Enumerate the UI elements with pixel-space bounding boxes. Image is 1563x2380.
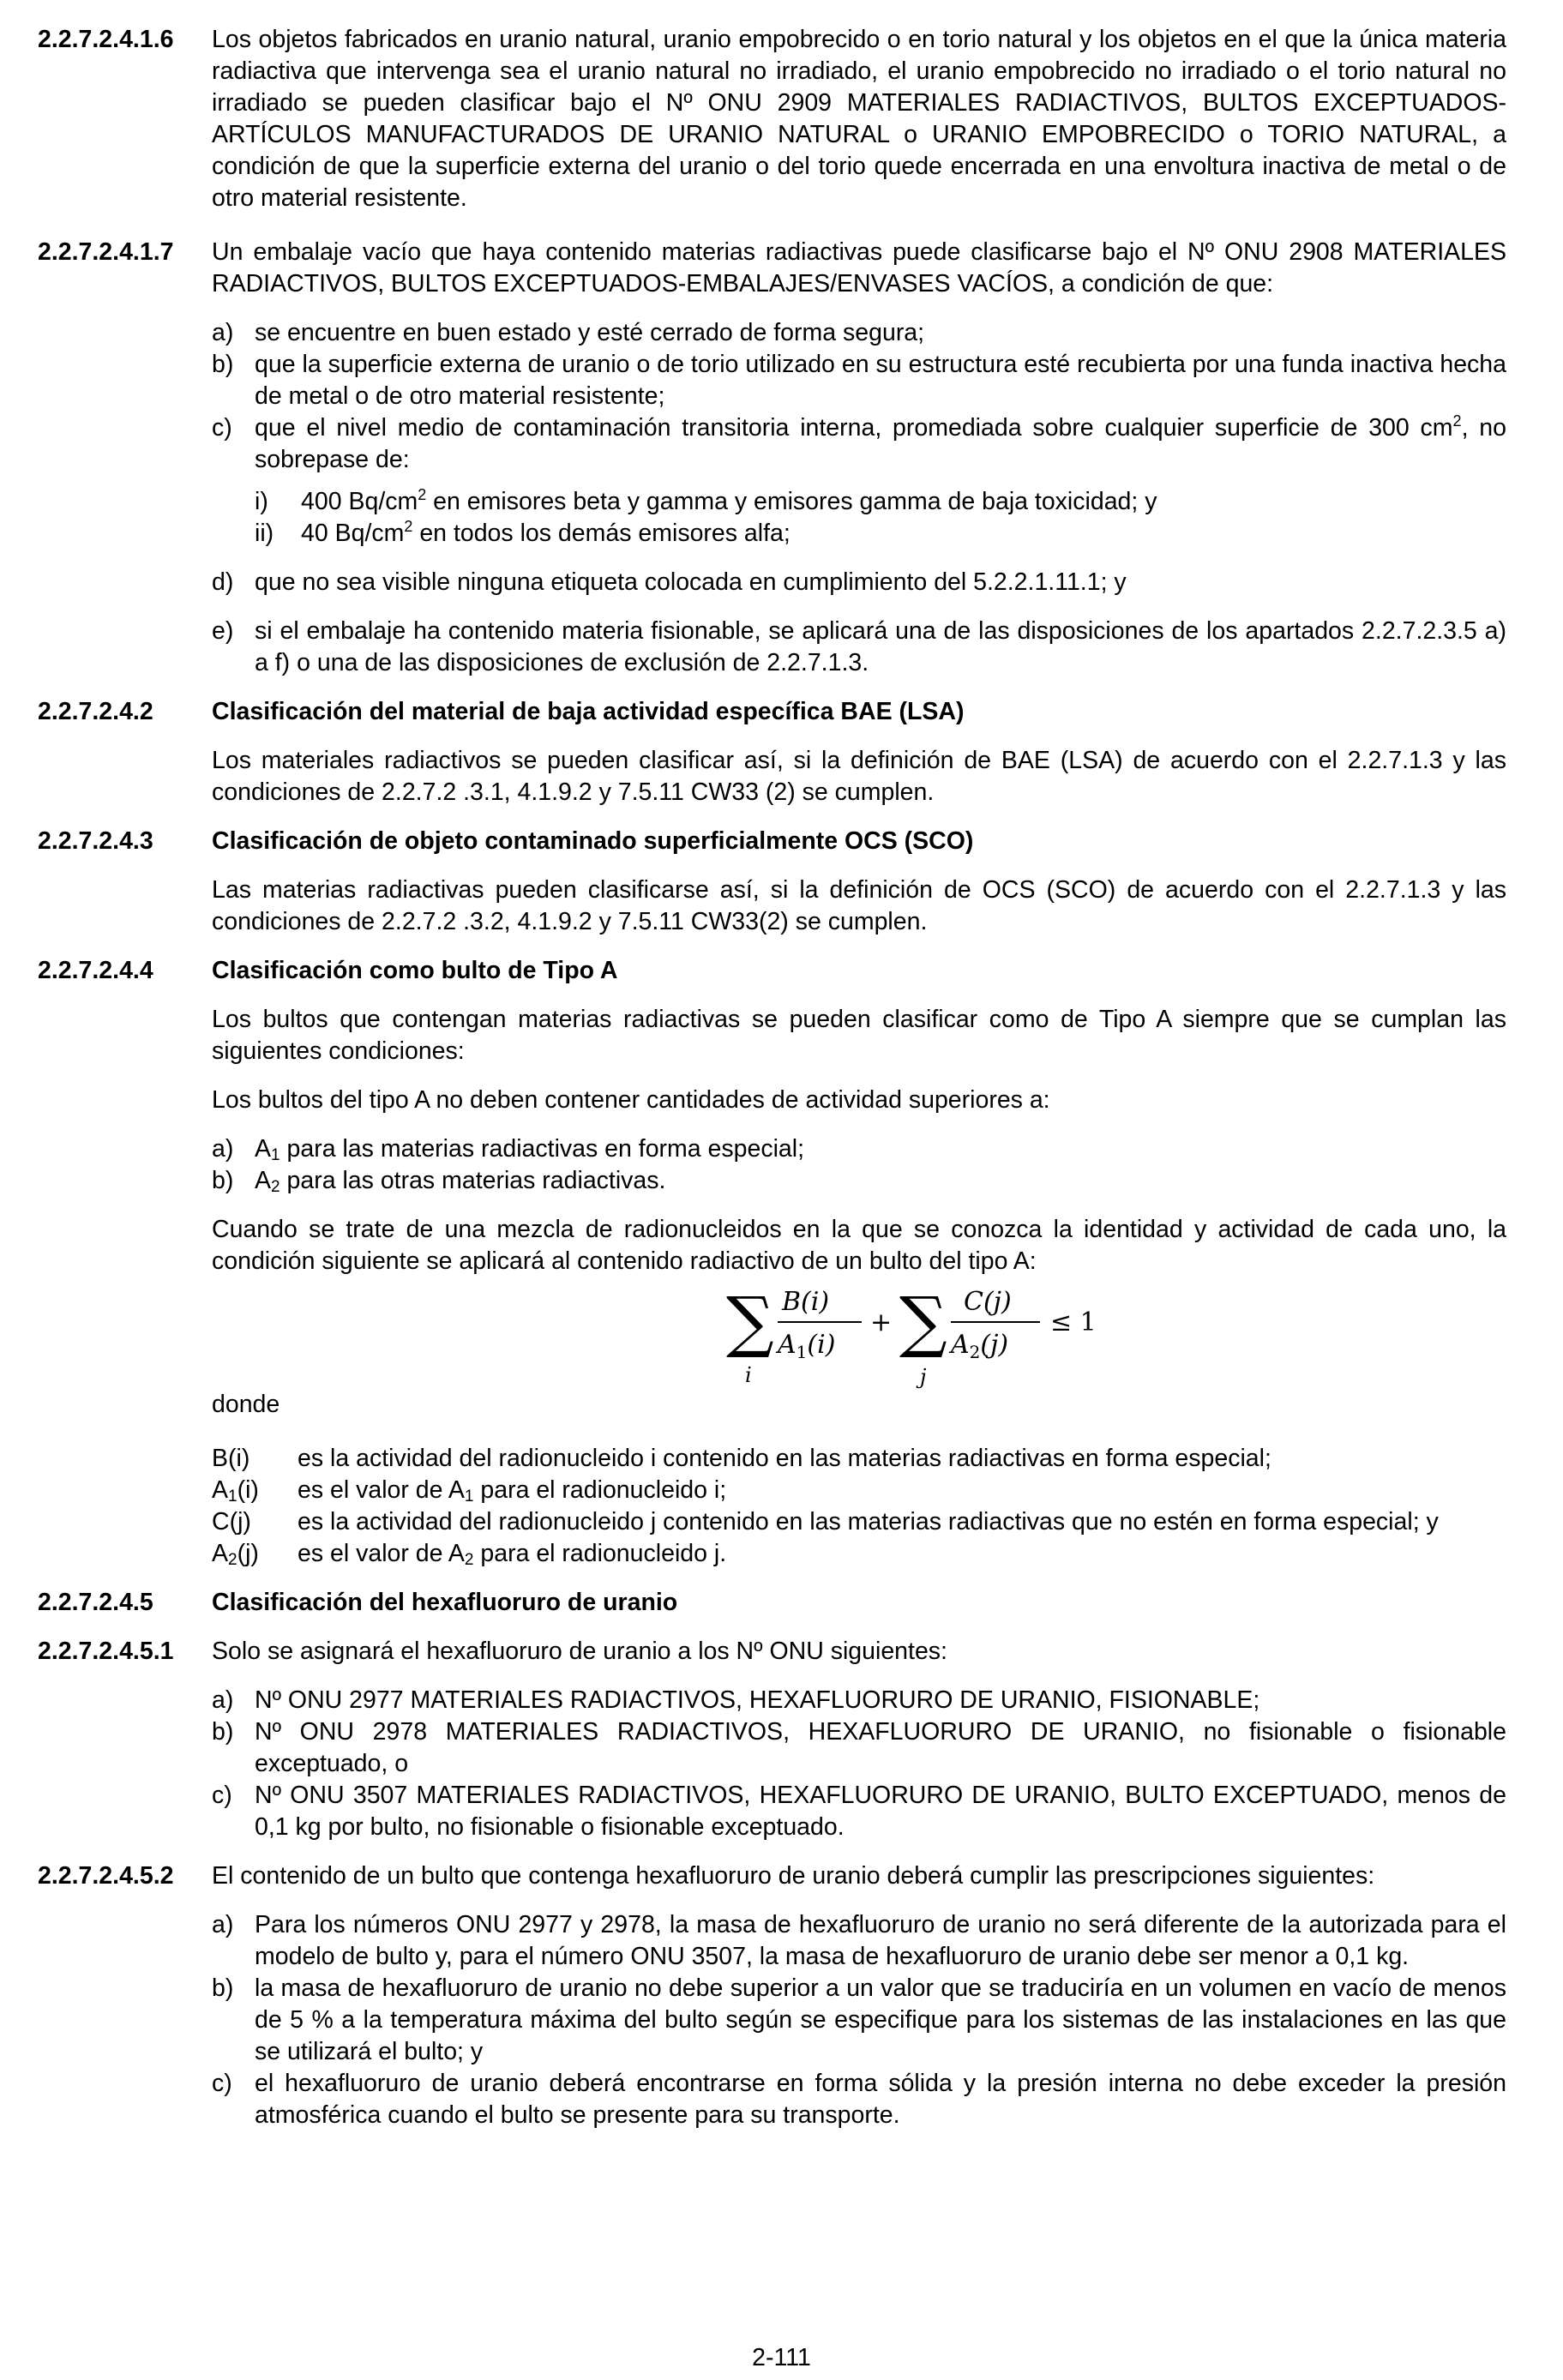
numerator: C(j) — [964, 1287, 1012, 1317]
list-marker: a) — [212, 1911, 234, 1938]
un-number-list — [212, 1685, 1506, 1843]
section-number: 2.2.7.2.4.1.7 — [38, 238, 174, 266]
section-2-2-7-2-4-1-7 — [38, 237, 1506, 300]
text-part: A — [255, 1167, 272, 1194]
list-item — [212, 1165, 1506, 1197]
text-part: A — [212, 1476, 229, 1504]
sum-index: j — [920, 1365, 927, 1389]
list-marker: a) — [212, 319, 234, 346]
list-item — [212, 1973, 1506, 2068]
paragraph: Los bultos que contengan materias radiactivas se pueden clasificar como de Tipo A siempre que se cumplan las siguientes condiciones: — [212, 1006, 1506, 1065]
definition-item — [212, 1443, 1506, 1475]
list-text: Nº ONU 2977 MATERIALES RADIACTIVOS, HEXAFLUORURO DE URANIO, FISIONABLE; — [255, 1686, 1260, 1714]
definition-term: C(j) — [212, 1508, 251, 1536]
subscript: 1 — [271, 1146, 280, 1164]
section-2-2-7-2-4-4 — [38, 955, 1506, 987]
text-part: para las otras materias radiactivas. — [280, 1167, 666, 1194]
requirement-list — [212, 1909, 1506, 2131]
denominator-subscript: 1 — [796, 1342, 808, 1362]
page-number: 2-111 — [752, 2344, 811, 2371]
denominator — [948, 1330, 1008, 1362]
condition-list — [212, 317, 1506, 679]
denominator-argument: (j) — [980, 1330, 1009, 1360]
paragraph: Los materiales radiactivos se pueden clasificar así, si la definición de BAE (LSA) de acuerdo con el 2.2.7.1.3 y las condiciones de 2.2.7.2 .3.1, 4.1.9.2 y 7.5.11 CW33 (2) se cumplen. — [212, 747, 1506, 806]
text-part: para el radionucleido i; — [473, 1476, 727, 1504]
sub-list — [255, 486, 1506, 550]
paragraph: El contenido de un bulto que contenga hexafluoruro de uranio deberá cumplir las prescripciones siguientes: — [212, 1862, 1375, 1890]
definition-text — [298, 1538, 1506, 1570]
definition-term — [212, 1538, 298, 1570]
definition-list — [212, 1443, 1506, 1570]
numerator: B(i) — [782, 1287, 830, 1317]
list-marker: a) — [212, 1135, 234, 1163]
list-text: la masa de hexafluoruro de uranio no debe superior a un valor que se traduciría en un volumen en vacío de menos de 5 % a la temperatura máxima del bulto según se especifique para los sistemas de las instalaciones en las que se utilizará el bulto; y — [255, 1974, 1506, 2065]
section-2-2-7-2-4-5-2 — [38, 1860, 1506, 1892]
list-item — [212, 349, 1506, 412]
list-text: Nº ONU 3507 MATERIALES RADIACTIVOS, HEXAFLUORURO DE URANIO, BULTO EXCEPTUADO, menos de 0,1 kg por bulto, no fisionable o fisionable exceptuado. — [255, 1782, 1506, 1841]
paragraph: Los bultos del tipo A no deben contener cantidades de actividad superiores a: — [212, 1086, 1050, 1114]
denominator-argument: (i) — [807, 1330, 836, 1360]
section-heading: Clasificación del hexafluoruro de uranio — [212, 1589, 678, 1616]
list-marker: b) — [212, 1167, 234, 1194]
text-part: que el nivel medio de contaminación transitoria interna, promediada sobre cualquier superficie de 300 cm — [255, 414, 1453, 442]
list-marker: d) — [212, 568, 234, 596]
list-text: si el embalaje ha contenido materia fisionable, se aplicará una de las disposiciones de los apartados 2.2.7.2.3.5 a) a f) o una de las disposiciones de exclusión de 2.2.7.1.3. — [255, 617, 1506, 676]
text-part: A — [212, 1540, 229, 1567]
superscript: 2 — [404, 518, 413, 535]
relation: ≤ 1 — [1050, 1307, 1097, 1337]
list-item — [255, 486, 1506, 518]
sum-symbol: ∑ — [899, 1283, 947, 1361]
list-item — [212, 1716, 1506, 1780]
list-text: el hexafluoruro de uranio deberá encontrarse en forma sólida y la presión interna no debe exceder la presión atmosférica cuando el bulto se presente para su transporte. — [255, 2070, 1506, 2129]
list-marker: i) — [255, 488, 268, 515]
text-part: para las materias radiactivas en forma especial; — [280, 1135, 805, 1163]
section-heading: Clasificación de objeto contaminado superficialmente OCS (SCO) — [212, 827, 974, 855]
list-marker: b) — [212, 1718, 234, 1746]
donde-label: donde — [212, 1391, 280, 1418]
denominator — [775, 1330, 835, 1362]
list-text: se encuentre en buen estado y esté cerrado de forma segura; — [255, 319, 925, 346]
section-number: 2.2.7.2.4.2 — [38, 698, 153, 725]
text-part: 400 Bq/cm — [301, 488, 418, 515]
superscript: 2 — [1452, 412, 1462, 430]
section-number: 2.2.7.2.4.5.1 — [38, 1638, 174, 1665]
list-marker: e) — [212, 617, 234, 645]
section-number: 2.2.7.2.4.3 — [38, 827, 153, 855]
list-item — [212, 1133, 1506, 1165]
paragraph: Las materias radiactivas pueden clasificarse así, si la definición de OCS (SCO) de acuerdo con el 2.2.7.1.3 y las condiciones de 2.2.7.2 .3.2, 4.1.9.2 y 7.5.11 CW33(2) se cumplen. — [212, 876, 1506, 935]
list-text — [255, 1133, 1506, 1165]
list-text: Nº ONU 2978 MATERIALES RADIACTIVOS, HEXAFLUORURO DE URANIO, no fisionable o fisionable exceptuado, o — [255, 1718, 1506, 1777]
list-text: que no sea visible ninguna etiqueta colocada en cumplimiento del 5.2.2.1.11.1; y — [255, 568, 1127, 596]
subscript: 2 — [464, 1551, 474, 1569]
list-marker: c) — [212, 414, 232, 442]
text-part: es el valor de A — [298, 1540, 465, 1567]
definition-item — [212, 1506, 1506, 1538]
text-part: para el radionucleido j. — [473, 1540, 727, 1567]
sum-symbol: ∑ — [726, 1283, 774, 1361]
list-item — [212, 1909, 1506, 1973]
definition-text: es la actividad del radionucleido j contenido en las materias radiactivas que no estén en forma especial; y — [298, 1508, 1439, 1536]
list-item — [212, 317, 1506, 349]
list-marker: a) — [212, 1686, 234, 1714]
formula-graphic — [726, 1277, 1258, 1389]
definition-item — [212, 1475, 1506, 1506]
list-text: que la superficie externa de uranio o de torio utilizado en su estructura esté recubierta por una funda inactiva hecha de metal o de otro material resistente; — [255, 351, 1506, 410]
plus-sign: + — [870, 1307, 893, 1337]
summation-formula — [212, 1277, 1506, 1389]
paragraph: Un embalaje vacío que haya contenido materias radiactivas puede clasificarse bajo el Nº ONU 2908 MATERIALES RADIACTIVOS, BULTOS EXCEPTUADOS-EMBALAJES/ENVASES VACÍOS, a condición de que: — [212, 238, 1506, 298]
subscript: 2 — [228, 1551, 237, 1569]
section-2-2-7-2-4-5-1 — [38, 1636, 1506, 1668]
list-item — [212, 616, 1506, 679]
text-part: (j) — [237, 1540, 259, 1567]
section-number: 2.2.7.2.4.5 — [38, 1589, 153, 1616]
list-text: Para los números ONU 2977 y 2978, la masa de hexafluoruro de uranio no será diferente de la autorizada para el modelo de bulto y, para el número ONU 3507, la masa de hexafluoruro de uranio debe ser menor a 0,1 kg. — [255, 1911, 1506, 1970]
list-marker: ii) — [255, 520, 274, 547]
list-marker: b) — [212, 351, 234, 378]
list-text — [255, 412, 1506, 476]
section-heading: Clasificación como bulto de Tipo A — [212, 957, 618, 984]
paragraph: Los objetos fabricados en uranio natural, uranio empobrecido o en torio natural y los objetos en el que la única materia radiactiva que intervenga sea el uranio natural no irradiado, el uranio empobrecido no irradiado o el torio natural no irradiado se pueden clasificar bajo el Nº ONU 2909 MATERIALES RADIACTIVOS, BULTOS EXCEPTUADOS-ARTÍCULOS MANUFACTURADOS DE URANIO NATURAL o URANIO EMPOBRECIDO o TORIO NATURAL, a condición de que la superficie externa del uranio o del torio quede encerrada en una envoltura inactiva de metal o de otro material resistente. — [212, 26, 1506, 212]
denominator-symbol: A — [778, 1330, 797, 1360]
sum-index: i — [745, 1363, 752, 1387]
section-number: 2.2.7.2.4.4 — [38, 957, 153, 984]
list-item — [255, 518, 1506, 550]
list-marker: c) — [212, 2070, 232, 2097]
subscript: 1 — [228, 1488, 237, 1506]
list-marker: b) — [212, 1974, 234, 2002]
text-part: en todos los demás emisores alfa; — [412, 520, 791, 547]
list-text — [301, 486, 1506, 518]
subscript: 1 — [464, 1488, 474, 1506]
denominator-symbol: A — [951, 1330, 970, 1360]
list-text — [255, 1165, 1506, 1197]
section-2-2-7-2-4-2 — [38, 696, 1506, 728]
definition-item — [212, 1538, 1506, 1570]
denominator-subscript: 2 — [969, 1342, 981, 1362]
list-item — [212, 412, 1506, 476]
text-part: (i) — [237, 1476, 259, 1504]
definition-text: es la actividad del radionucleido i contenido en las materias radiactivas en forma especial; — [298, 1445, 1271, 1472]
definition-term: B(i) — [212, 1445, 250, 1472]
list-item — [212, 1685, 1506, 1716]
section-number: 2.2.7.2.4.1.6 — [38, 26, 174, 53]
list-marker: c) — [212, 1782, 232, 1809]
definition-term — [212, 1475, 298, 1506]
paragraph: Solo se asignará el hexafluoruro de uranio a los Nº ONU siguientes: — [212, 1638, 947, 1665]
list-item — [212, 567, 1506, 598]
text-part: A — [255, 1135, 272, 1163]
text-part: en emisores beta y gamma y emisores gamma de baja toxicidad; y — [426, 488, 1157, 515]
text-part: es el valor de A — [298, 1476, 465, 1504]
definition-text — [298, 1475, 1506, 1506]
section-2-2-7-2-4-3 — [38, 826, 1506, 857]
text-part: , no sobrepase de: — [255, 414, 1506, 473]
section-number: 2.2.7.2.4.5.2 — [38, 1862, 174, 1890]
superscript: 2 — [418, 486, 427, 503]
list-text — [301, 518, 1506, 550]
section-2-2-7-2-4-1-6 — [38, 24, 1506, 214]
list-item — [212, 1780, 1506, 1843]
paragraph: Cuando se trate de una mezcla de radionucleidos en la que se conozca la identidad y actividad de cada uno, la condición siguiente se aplicará al contenido radiactivo de un bulto del tipo A: — [212, 1216, 1506, 1275]
subscript: 2 — [271, 1178, 280, 1196]
activity-limit-list — [212, 1133, 1506, 1197]
text-part: 40 Bq/cm — [301, 520, 405, 547]
document-page — [38, 24, 1506, 2131]
section-heading: Clasificación del material de baja actividad específica BAE (LSA) — [212, 698, 965, 725]
list-item — [212, 2068, 1506, 2131]
section-2-2-7-2-4-5 — [38, 1587, 1506, 1619]
